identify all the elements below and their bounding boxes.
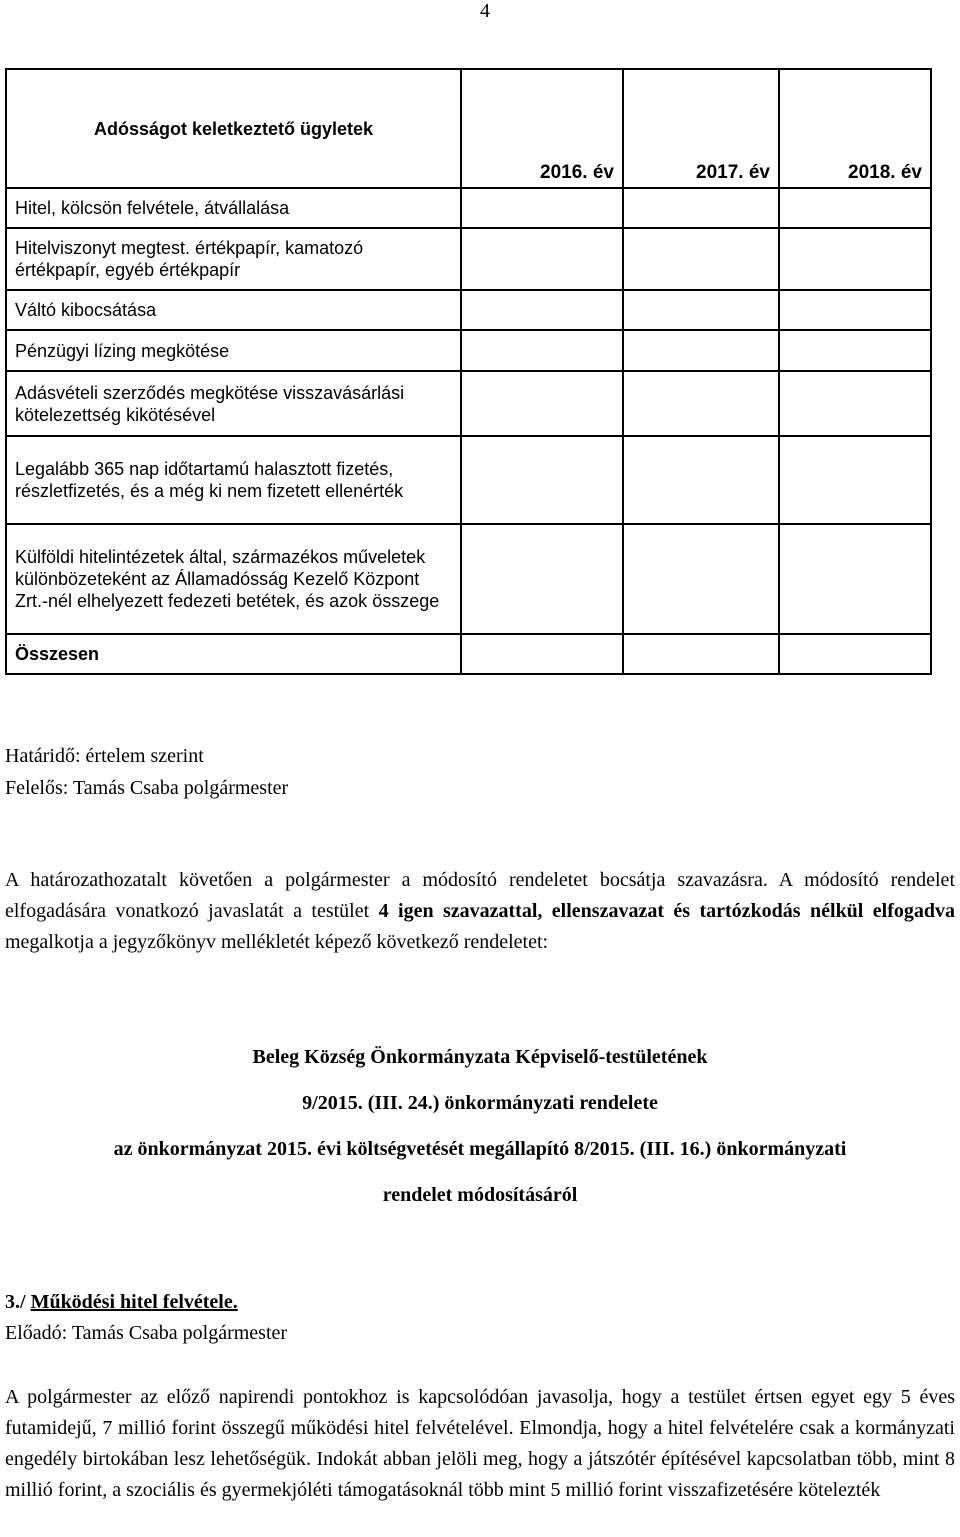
- agenda-presenter: Előadó: Tamás Csaba polgármester: [5, 1322, 288, 1344]
- table-cell: [461, 188, 623, 228]
- table-cell: [779, 436, 931, 524]
- agenda-title: Működési hitel felvétele.: [30, 1291, 238, 1313]
- table-total-row: [6, 634, 931, 674]
- table-header-title: Adósságot keletkeztető ügyletek: [6, 69, 461, 188]
- table-cell: [623, 188, 779, 228]
- row-label: Pénzügyi lízing megkötése: [6, 330, 461, 371]
- table-cell: [461, 228, 623, 290]
- decree-line-2: 9/2015. (III. 24.) önkormányzati rendelete: [302, 1092, 658, 1114]
- table-row: [6, 330, 931, 371]
- agenda-number: 3./: [5, 1291, 26, 1313]
- row-label: Váltó kibocsátása: [6, 290, 461, 330]
- total-label: Összesen: [6, 634, 461, 674]
- table-cell: [623, 524, 779, 634]
- responsibility-block: [5, 740, 955, 804]
- resolution-paragraph: [5, 865, 955, 958]
- table-cell: [461, 436, 623, 524]
- table-cell: [779, 188, 931, 228]
- table-row: [6, 228, 931, 290]
- row-label: Hitel, kölcsön felvétele, átvállalása: [6, 188, 461, 228]
- table-row: [6, 436, 931, 524]
- table-cell: [461, 290, 623, 330]
- page-number: 4: [480, 0, 490, 22]
- deadline-line: Határidő: értelem szerint: [5, 745, 204, 767]
- table-cell: [623, 634, 779, 674]
- table-cell: [623, 330, 779, 371]
- table-cell: [461, 634, 623, 674]
- agenda-heading: [5, 1287, 955, 1349]
- responsible-line: Felelős: Tamás Csaba polgármester: [5, 777, 289, 799]
- table-cell: [779, 290, 931, 330]
- table-row: [6, 524, 931, 634]
- decree-line-4: rendelet módosításáról: [382, 1184, 578, 1206]
- table-cell: [623, 436, 779, 524]
- decree-line-3: az önkormányzat 2015. évi költségvetését megállapító 8/2015. (III. 16.) önkormányzati: [113, 1138, 847, 1160]
- agenda-paragraph: A polgármester az előző napirendi pontokhoz is kapcsolódóan javasolja, hogy a testület értsen egyet egy 5 éves futamidejű, 7 millió forint összegű működési hitel felvételével. Elmondja, hogy a hitel felvételére csak a kormányzati engedély birtokában lesz lehetőségük. Indokát abban jelöli meg, hogy a játszótér építésével kapcsolatban több, mint 8 millió forint, a szociális és gyermekjóléti támogatásoknál több mint 5 millió forint visszafizetésére kötelezték: [5, 1386, 955, 1501]
- table-row: [6, 371, 931, 436]
- table-cell: [779, 228, 931, 290]
- table-cell: [779, 371, 931, 436]
- resolution-text-before: A határozathozatalt követően a polgármester a módosító rendeletet bocsátja szavazásra. A módosító rendelet elfogadására vonatkozó javaslatát a testület: [5, 869, 955, 922]
- table-cell: [779, 634, 931, 674]
- row-label: Legalább 365 nap időtartamú halasztott fizetés, részletfizetés, és a még ki nem fizetett ellenérték: [6, 436, 461, 524]
- table-header-row: [6, 69, 931, 188]
- debt-transactions-table: [5, 68, 932, 675]
- table-row: [6, 290, 931, 330]
- table-cell: [461, 371, 623, 436]
- table-cell: [623, 371, 779, 436]
- row-label: Külföldi hitelintézetek által, származékos műveletek különbözeteként az Államadósság Kezelő Központ Zrt.-nél elhelyezett fedezeti betétek, és azok összege: [6, 524, 461, 634]
- table-cell: [461, 330, 623, 371]
- table-row: [6, 188, 931, 228]
- year-column-2018: 2018. év: [779, 69, 931, 188]
- decree-line-1: Beleg Község Önkormányzata Képviselő-testületének: [252, 1046, 708, 1068]
- row-label: Adásvételi szerződés megkötése visszavásárlási kötelezettség kikötésével: [6, 371, 461, 436]
- table-cell: [623, 290, 779, 330]
- year-column-2016: 2016. év: [461, 69, 623, 188]
- table-cell: [779, 330, 931, 371]
- row-label: Hitelviszonyt megtest. értékpapír, kamatozó értékpapír, egyéb értékpapír: [6, 228, 461, 290]
- resolution-text-after: megalkotja a jegyzőkönyv mellékletét képező következő rendeletet:: [5, 931, 549, 953]
- table-cell: [779, 524, 931, 634]
- decree-title: [5, 1034, 955, 1218]
- table-cell: [461, 524, 623, 634]
- agenda-title-line: [5, 1287, 955, 1318]
- table-cell: [623, 228, 779, 290]
- vote-result: 4 igen szavazattal, ellenszavazat és tartózkodás nélkül elfogadva: [378, 900, 955, 922]
- year-column-2017: 2017. év: [623, 69, 779, 188]
